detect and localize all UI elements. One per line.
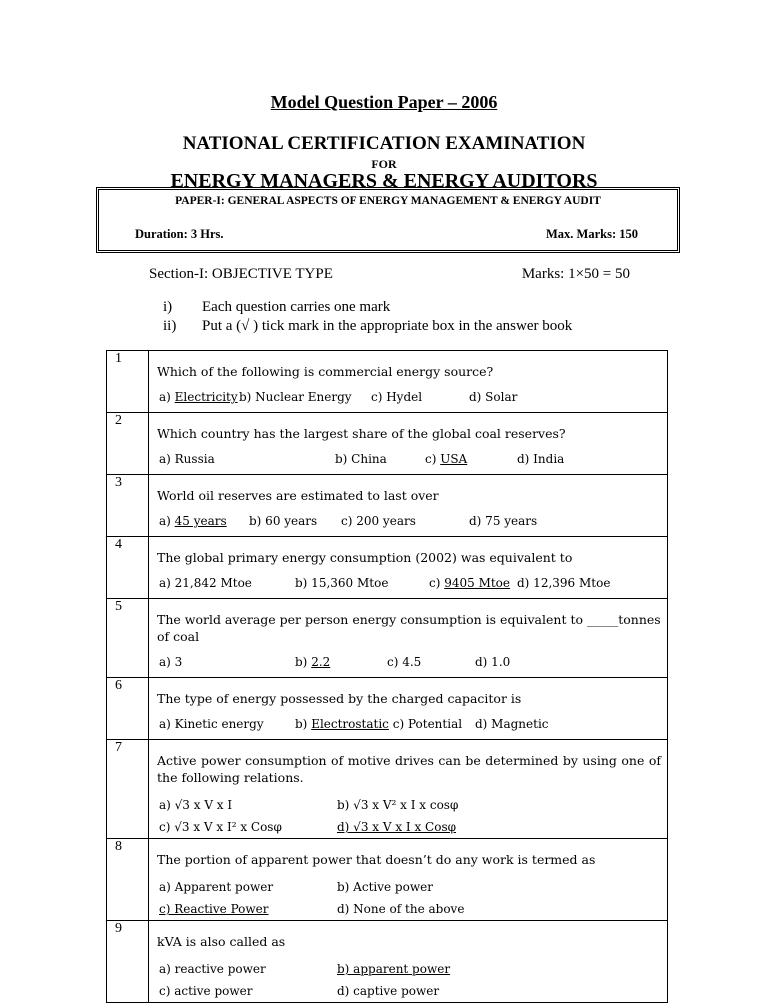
model-title: Model Question Paper – 2006 — [270, 92, 498, 112]
question-text: World oil reserves are estimated to last over — [157, 488, 439, 503]
option: c) √3 x V x I² x Cosφ — [159, 820, 282, 834]
question-text: Which country has the largest share of the global coal reserves? — [157, 426, 566, 441]
options-grid — [157, 794, 661, 838]
question-number: 8 — [107, 839, 149, 921]
question-row — [107, 537, 668, 599]
option — [337, 820, 456, 834]
audience-title: ENERGY MANAGERS & ENERGY AUDITORS — [170, 170, 598, 192]
option: b) 60 years — [249, 514, 318, 528]
option: a) √3 x V x I — [159, 798, 233, 812]
correct-answer: Electricity — [174, 390, 238, 404]
correct-answer: USA — [440, 452, 468, 466]
question-number: 1 — [107, 351, 149, 413]
questions-table — [106, 350, 668, 1003]
option: a) Kinetic energy — [159, 717, 264, 731]
options-grid — [157, 958, 661, 1002]
correct-answer: 2.2 — [311, 655, 331, 669]
question-row — [107, 599, 668, 678]
duration: Duration: 3 Hrs. — [135, 227, 224, 241]
question-cell — [149, 839, 668, 921]
option: b) China — [335, 452, 387, 466]
option: d) Solar — [469, 390, 518, 404]
option: c) USA — [425, 452, 468, 466]
option: b) Electrostatic c) Potential — [295, 717, 463, 731]
options — [157, 655, 661, 669]
option: d) 1.0 — [475, 655, 511, 669]
option: c) active power — [159, 984, 253, 998]
option: b) 2.2 — [295, 655, 331, 669]
question-number: 6 — [107, 678, 149, 740]
question-cell — [149, 921, 668, 1003]
options — [157, 514, 661, 528]
option: d) captive power — [337, 984, 440, 998]
exam-title: NATIONAL CERTIFICATION EXAMINATION — [182, 133, 586, 154]
question-cell — [149, 475, 668, 537]
paper-title: PAPER-I: GENERAL ASPECTS OF ENERGY MANAGEMENT & ENERGY AUDIT — [175, 195, 601, 207]
question-row — [107, 740, 668, 839]
options — [157, 717, 661, 731]
option: a) Electricity — [159, 390, 238, 404]
question-number: 9 — [107, 921, 149, 1003]
option: c) Hydel — [371, 390, 423, 404]
correct-answer: 45 years — [174, 514, 227, 528]
question-text: kVA is also called as — [157, 934, 286, 949]
question-number: 7 — [107, 740, 149, 839]
option: b) 15,360 Mtoe — [295, 576, 389, 590]
question-number: 5 — [107, 599, 149, 678]
instruction-text: Put a (√ ) tick mark in the appropriate box in the answer book — [202, 318, 573, 334]
option: d) 75 years — [469, 514, 538, 528]
option: c) 4.5 — [387, 655, 422, 669]
section-title: Section-I: OBJECTIVE TYPE — [149, 266, 333, 282]
correct-answer: Electrostatic — [311, 717, 389, 731]
option: c) 9405 Mtoe — [429, 576, 511, 590]
question-cell — [149, 537, 668, 599]
option: d) India — [517, 452, 565, 466]
for-word: FOR — [371, 157, 397, 171]
option: b) Nuclear Energy — [239, 390, 352, 404]
question-row — [107, 351, 668, 413]
question-row — [107, 839, 668, 921]
question-text: Active power consumption of motive drives can be determined by using one of the following relations. — [157, 753, 661, 785]
option: d) 12,396 Mtoe — [517, 576, 611, 590]
option — [337, 962, 450, 976]
option: b) Active power — [337, 880, 433, 894]
question-number: 4 — [107, 537, 149, 599]
question-text: Which of the following is commercial energy source? — [157, 364, 494, 379]
question-number: 3 — [107, 475, 149, 537]
correct-answer: b) apparent power — [337, 962, 451, 976]
question-row — [107, 921, 668, 1003]
question-cell — [149, 740, 668, 839]
question-text: The type of energy possessed by the charged capacitor is — [157, 691, 522, 706]
option: a) Russia — [159, 452, 215, 466]
question-cell — [149, 678, 668, 740]
instruction-num: ii) — [163, 318, 177, 334]
question-cell — [149, 599, 668, 678]
options — [157, 452, 661, 466]
section-marks: Marks: 1×50 = 50 — [521, 266, 630, 282]
question-cell — [149, 351, 668, 413]
option: a) 21,842 Mtoe — [159, 576, 252, 590]
question-row — [107, 413, 668, 475]
correct-answer: c) Reactive Power — [159, 902, 269, 916]
correct-answer: d) √3 x V x I x Cosφ — [337, 820, 457, 834]
option: a) 45 years — [159, 514, 227, 528]
question-cell — [149, 413, 668, 475]
question-text: The world average per person energy consumption is equivalent to _____tonnes of coal — [157, 612, 661, 644]
correct-answer: 9405 Mtoe — [444, 576, 511, 590]
options-grid — [157, 876, 661, 920]
options — [157, 390, 661, 404]
question-row — [107, 678, 668, 740]
instruction-num: i) — [163, 299, 173, 315]
option: b) √3 x V² x I x cosφ — [337, 798, 459, 812]
max-marks: Max. Marks: 150 — [546, 227, 638, 241]
question-text: The global primary energy consumption (2002) was equivalent to — [157, 550, 573, 565]
option: c) 200 years — [341, 514, 416, 528]
question-row — [107, 475, 668, 537]
option: a) 3 — [159, 655, 183, 669]
option: a) Apparent power — [159, 880, 274, 894]
question-number: 2 — [107, 413, 149, 475]
option: a) reactive power — [159, 962, 266, 976]
instruction-text: Each question carries one mark — [202, 299, 391, 315]
option: d) Magnetic — [475, 717, 549, 731]
option — [159, 902, 269, 916]
option: d) None of the above — [337, 902, 465, 916]
question-text: The portion of apparent power that doesn’t do any work is termed as — [157, 852, 596, 867]
options — [157, 576, 661, 590]
